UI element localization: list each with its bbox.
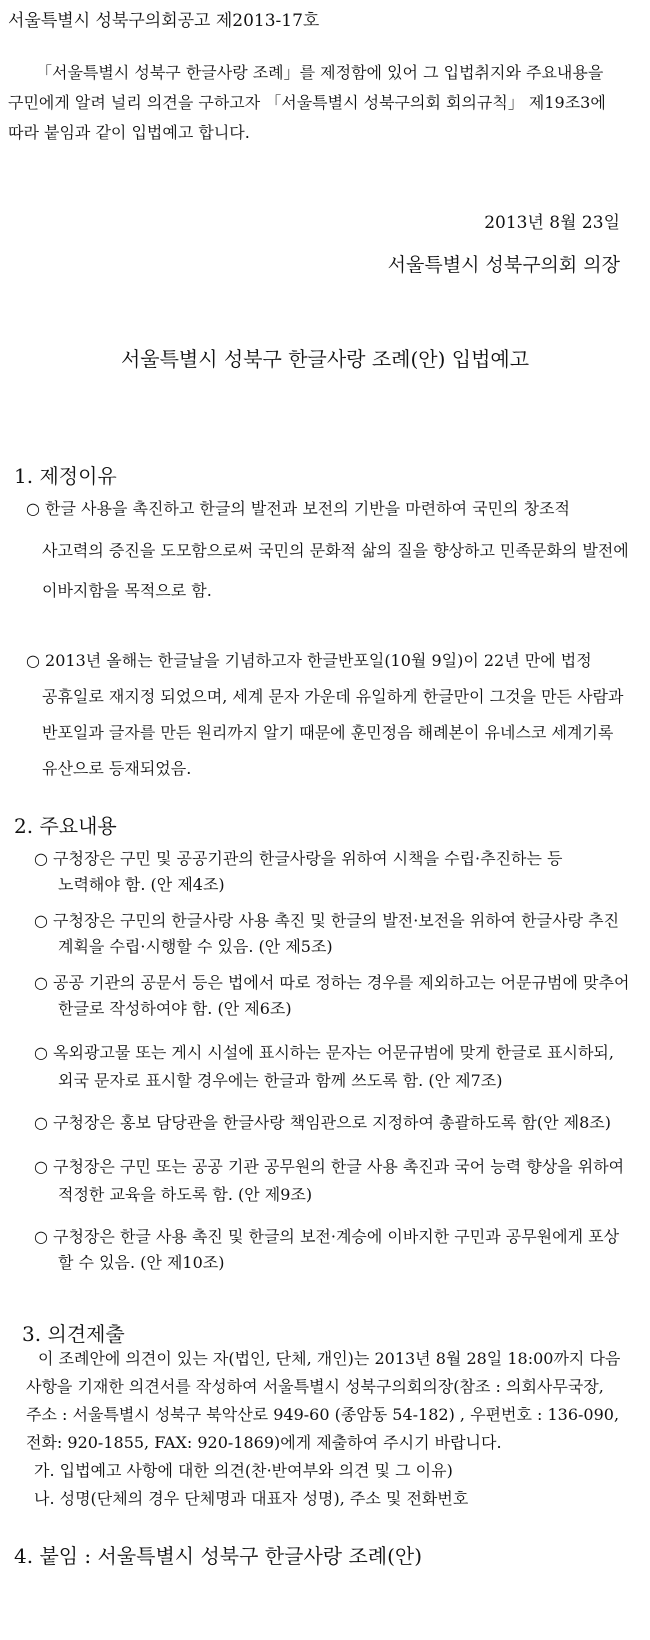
intro-line-1: 「서울특별시 성북구 한글사랑 조례」를 제정함에 있어 그 입법취지와 주요내용을 bbox=[36, 63, 604, 82]
section4-heading: 4. 붙임 : 서울특별시 성북구 한글사랑 조례(안) bbox=[14, 1544, 423, 1568]
section2-item4-line2: 외국 문자로 표시할 경우에는 한글과 함께 쓰도록 함. (안 제7조) bbox=[58, 1071, 503, 1090]
section2-item2-line2: 계획을 수립·시행할 수 있음. (안 제5조) bbox=[58, 937, 333, 956]
document-title: 서울특별시 성북구 한글사랑 조례(안) 입법예고 bbox=[120, 347, 530, 371]
section1-bullet1-line3: 이바지함을 목적으로 함. bbox=[42, 581, 212, 600]
section2-item4-line1: ○ 옥외광고물 또는 게시 시설에 표시하는 문자는 어문규범에 맞게 한글로 표시하되, bbox=[34, 1043, 614, 1062]
section2-item5-line1: ○ 구청장은 홍보 담당관을 한글사랑 책임관으로 지정하여 총괄하도록 함(안 제8조) bbox=[34, 1113, 611, 1132]
section2-item6-line1: ○ 구청장은 구민 또는 공공 기관 공무원의 한글 사용 촉진과 국어 능력 향상을 위하여 bbox=[34, 1157, 625, 1176]
issuer-name: 서울특별시 성북구의회 의장 bbox=[387, 254, 620, 276]
section2-item1-line1: ○ 구청장은 구민 및 공공기관의 한글사랑을 위하여 시책을 수립·추진하는 등 bbox=[34, 849, 563, 868]
intro-line-2: 구민에게 알려 널리 의견을 구하고자 「서울특별시 성북구의회 회의규칙」 제19조3에 bbox=[8, 93, 606, 112]
section1-bullet2-line1: ○ 2013년 올해는 한글날을 기념하고자 한글반포일(10월 9일)이 22년 만에 법정 bbox=[26, 651, 592, 670]
section2-item6-line2: 적정한 교육을 하도록 함. (안 제9조) bbox=[58, 1185, 313, 1204]
section3-item-a: 가. 입법예고 사항에 대한 의견(찬·반여부와 의견 및 그 이유) bbox=[34, 1461, 453, 1480]
section1-bullet1-line2: 사고력의 증진을 도모함으로써 국민의 문화적 삶의 질을 향상하고 민족문화의 발전에 bbox=[42, 541, 629, 560]
section2-item1-line2: 노력해야 함. (안 제4조) bbox=[58, 875, 225, 894]
section2-item2-line1: ○ 구청장은 구민의 한글사랑 사용 촉진 및 한글의 발전·보전을 위하여 한글사랑 추진 bbox=[34, 911, 620, 930]
section1-bullet2-line3: 반포일과 글자를 만든 원리까지 알기 때문에 훈민정음 해례본이 유네스코 세계기록 bbox=[42, 723, 614, 742]
section3-line4: 전화: 920-1855, FAX: 920-1869)에게 제출하여 주시기 바랍니다. bbox=[26, 1433, 502, 1452]
notice-number: 서울특별시 성북구의회공고 제2013-17호 bbox=[8, 11, 320, 31]
section3-item-b: 나. 성명(단체의 경우 단체명과 대표자 성명), 주소 및 전화번호 bbox=[34, 1489, 469, 1508]
section1-bullet1-line1: ○ 한글 사용을 촉진하고 한글의 발전과 보전의 기반을 마련하여 국민의 창조적 bbox=[26, 499, 570, 518]
notice-date: 2013년 8월 23일 bbox=[484, 213, 620, 233]
section2-item3-line1: ○ 공공 기관의 공문서 등은 법에서 따로 정하는 경우를 제외하고는 어문규범에 맞추어 bbox=[34, 973, 630, 992]
section1-heading: 1. 제정이유 bbox=[14, 464, 117, 488]
section2-item3-line2: 한글로 작성하여야 함. (안 제6조) bbox=[58, 999, 292, 1018]
section1-bullet2-line4: 유산으로 등재되었음. bbox=[42, 759, 192, 778]
section1-bullet2-line2: 공휴일로 재지정 되었으며, 세계 문자 가운데 유일하게 한글만이 그것을 만든 사람과 bbox=[42, 687, 624, 706]
section3-heading: 3. 의견제출 bbox=[22, 1322, 125, 1346]
section2-item7-line1: ○ 구청장은 한글 사용 촉진 및 한글의 보전·계승에 이바지한 구민과 공무원에게 포상 bbox=[34, 1227, 620, 1246]
intro-line-3: 따라 붙임과 같이 입법예고 합니다. bbox=[8, 123, 250, 142]
section3-line1: 이 조례안에 의견이 있는 자(법인, 단체, 개인)는 2013년 8월 28일 18:00까지 다음 bbox=[38, 1349, 621, 1368]
section2-heading: 2. 주요내용 bbox=[14, 814, 117, 838]
section2-item7-line2: 할 수 있음. (안 제10조) bbox=[58, 1253, 225, 1272]
section3-line2: 사항을 기재한 의견서를 작성하여 서울특별시 성북구의회의장(참조 : 의회사무국장, bbox=[26, 1377, 604, 1396]
section3-line3: 주소 : 서울특별시 성북구 북악산로 949-60 (종암동 54-182) , 우편번호 : 136-090, bbox=[26, 1405, 620, 1424]
